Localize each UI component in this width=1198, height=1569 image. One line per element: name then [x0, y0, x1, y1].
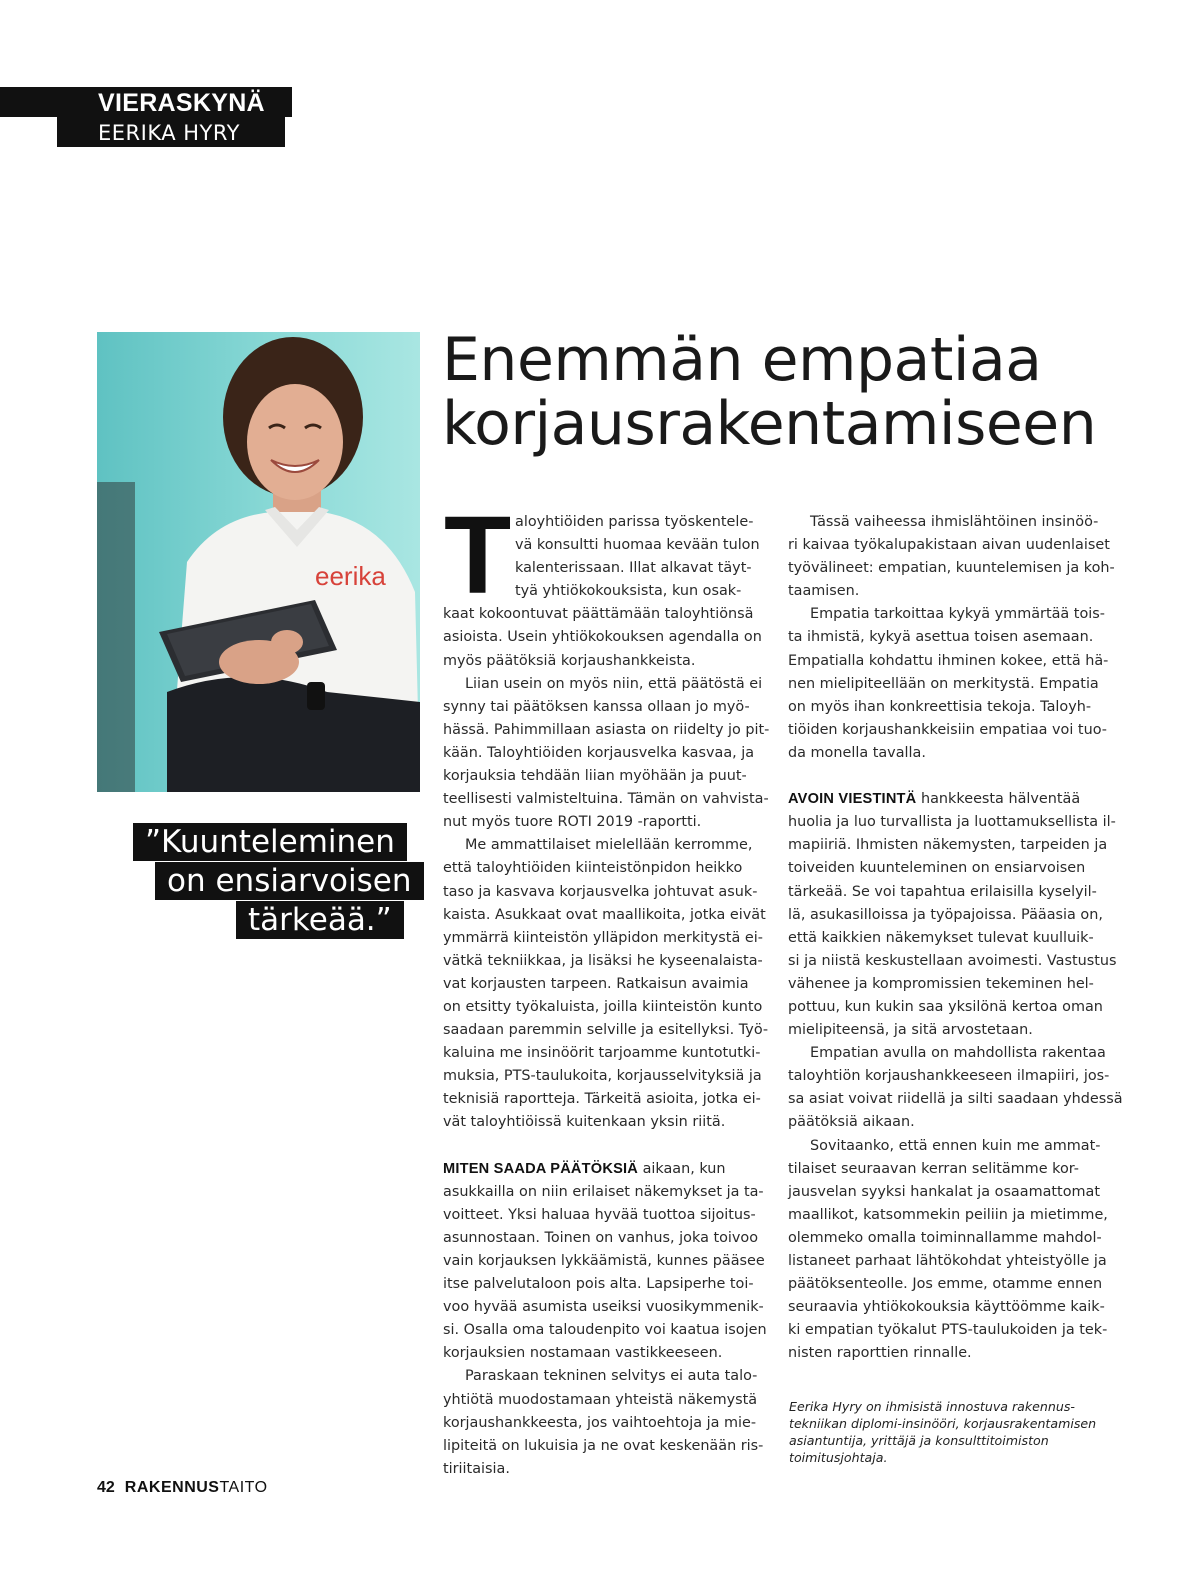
text-line: itse palvelutaloon pois alta. Lapsiperhe toi-: [443, 1276, 754, 1293]
text-line: pottuu, kun kukin saa yksilönä kertoa oman: [788, 998, 1103, 1015]
text-line: si. Osalla oma taloudenpito voi kaatua isojen: [443, 1322, 767, 1339]
text-line: seuraavia yhtiökokouksia käyttöömme kaik-: [788, 1299, 1105, 1316]
article-column-1: [443, 494, 773, 1481]
text-line: toiveiden kuunteleminen on ensiarvoisen: [788, 860, 1086, 877]
text-line: päätöksiä aikaan.: [788, 1114, 915, 1131]
text-line: Me ammattilaiset mielellään kerromme,: [465, 837, 753, 854]
text-line: Empatian avulla on mahdollista rakentaa: [810, 1045, 1106, 1062]
subhead-rest: hankkeesta hälventää: [916, 791, 1081, 808]
text-line: asukkailla on niin erilaiset näkemykset ja ta-: [443, 1183, 764, 1200]
text-line: huolia ja luo turvallista ja luottamuksellista il-: [788, 814, 1116, 831]
text-line: hässä. Pahimmillaan asiasta on riidelty jo pit-: [443, 721, 770, 738]
headline-line-2: korjausrakentamiseen: [442, 389, 1097, 459]
text-line: Sovitaanko, että ennen kuin me ammat-: [810, 1137, 1101, 1154]
text-line: taamisen.: [788, 583, 860, 600]
text-line: myös päätöksiä korjaushankkeista.: [443, 652, 696, 669]
text-line: ymmärrä kiinteistön ylläpidon merkitystä ei-: [443, 929, 763, 946]
drop-cap: T: [444, 494, 512, 617]
article-headline: [442, 325, 1142, 459]
page-footer: [97, 1478, 268, 1498]
text-line: tiöiden korjaushankkeisiin empatiaa voi tuo-: [788, 721, 1107, 738]
text-line: vat korjausten tarpeen. Ratkaisun avaimia: [443, 975, 749, 992]
text-line: kaista. Asukkaat ovat maallikoita, jotka eivät: [443, 906, 766, 923]
text-line: korjauksia tehdään liian myöhään ja puut-: [443, 768, 747, 785]
text-line: ki empatian työkalut PTS-taulukoiden ja tek-: [788, 1322, 1108, 1339]
author-bio: [789, 1398, 1119, 1466]
text-line: si ja niistä keskustellaan avoimesti. Vastustus: [788, 952, 1117, 969]
text-line: teellisesti valmisteltuina. Tämän on vahvista-: [443, 791, 769, 808]
text-line: on etsitty työkaluista, joilla kiinteistön kunto: [443, 998, 763, 1015]
text-line: kalenterissaan. Illat alkavat täyt-: [515, 560, 752, 577]
author-photo: [97, 332, 420, 792]
text-line: tärkeää. Se voi tapahtua erilaisilla kyselyil-: [788, 883, 1097, 900]
page-number: 42: [97, 1479, 115, 1496]
text-line: että kaikkien näkemykset tulevat kuulluik-: [788, 929, 1094, 946]
magazine-name-bold: RAKENNUS: [124, 1479, 220, 1496]
text-line: nut myös tuore ROTI 2019 -raportti.: [443, 814, 702, 831]
text-line: aloyhtiöiden parissa työskentele-: [515, 514, 754, 530]
text-line: Liian usein on myös niin, että päätöstä ei: [465, 675, 763, 692]
text-line: asioista. Usein yhtiökokouksen agendalla on: [443, 629, 762, 646]
text-line: vain korjauksen lykkäämistä, kunnes pääsee: [443, 1253, 765, 1269]
text-line: da monella tavalla.: [788, 744, 926, 761]
text-line: tilaiset seuraavan kerran selitämme kor-: [788, 1160, 1079, 1177]
text-line: että taloyhtiöiden kiinteistönpidon heikko: [443, 860, 743, 877]
paragraph-gap: [443, 1135, 773, 1158]
pullquote-line-1: ”Kuunteleminen: [133, 823, 407, 861]
text-line: mapiiriä. Ihmisten näkemysten, tarpeiden ja: [788, 837, 1108, 854]
text-line: olemmeko omalla toiminnallamme mahdol-: [788, 1229, 1102, 1246]
text-line: Empatialla kohdattu ihminen kokee, että hä-: [788, 652, 1109, 669]
text-line: teknisiä raportteja. Tärkeitä asioita, jotka ei-: [443, 1091, 761, 1108]
text-line: kään. Taloyhtiöiden korjausvelka kasvaa, ja: [443, 744, 755, 761]
text-line: nisten raporttien rinnalle.: [788, 1345, 972, 1362]
text-line: jausvelan syyksi hankalat ja osaamattomat: [788, 1183, 1100, 1200]
text-line: päätöksenteolle. Jos emme, otamme ennen: [788, 1276, 1103, 1293]
text-line: tiriitaisia.: [443, 1460, 510, 1477]
text-line: ta ihmistä, kykyä asettua toisen asemaan.: [788, 629, 1094, 646]
bio-line: Eerika Hyry on ihmisistä innostuva rakennus-: [789, 1399, 1075, 1414]
subhead-rest: aikaan, kun: [638, 1160, 726, 1177]
text-line: Tässä vaiheessa ihmislähtöinen insinöö-: [810, 514, 1099, 530]
text-line: saadaan paremmin selville ja esitellyksi. Työ-: [443, 1022, 769, 1039]
text-line: tyä yhtiökokouksista, kun osak-: [515, 583, 742, 600]
text-line: taso ja kasvava korjausvelka johtuvat asuk-: [443, 883, 758, 900]
bio-line: tekniikan diplomi-insinööri, korjausrakentamisen: [789, 1416, 1097, 1431]
magazine-name-light: TAITO: [219, 1479, 268, 1496]
subhead-lead: AVOIN VIESTINTÄ: [788, 791, 917, 808]
text-line: lipiteitä on lukuisia ja ne ovat keskenään ris-: [443, 1437, 764, 1454]
text-line: nen mielipiteellään on merkitystä. Empatia: [788, 675, 1099, 692]
headline-line-1: Enemmän empatiaa: [442, 325, 1042, 395]
section-label: VIERASKYNÄ: [98, 89, 265, 117]
article-column-2: [788, 511, 1128, 1365]
text-line: maallikot, katsommekin peiliin ja mietimme,: [788, 1206, 1108, 1223]
text-line: vätkä tekniikkaa, ja lisäksi he kyseenalaista-: [443, 952, 763, 969]
text-line: mielipiteensä, ja sitä arvostetaan.: [788, 1022, 1033, 1039]
text-line: Empatia tarkoittaa kykyä ymmärtää tois-: [810, 606, 1105, 623]
paragraph-gap: [788, 765, 1128, 788]
text-line: vät taloyhtiöissä kuitenkaan yksin riitä.: [443, 1114, 726, 1131]
text-line: asunnostaan. Toinen on vanhus, joka toivoo: [443, 1229, 759, 1246]
text-line: muksia, PTS-taulukoita, korjausselvityksiä ja: [443, 1068, 762, 1085]
subhead-line: [788, 788, 1128, 811]
shirt-logo: eerika: [315, 561, 386, 591]
text-line: on myös ihan konkreettisia tekoja. Taloyh-: [788, 698, 1092, 715]
text-line: listaneet parhaat lähtökohdat yhteistyölle ja: [788, 1253, 1107, 1269]
text-line: voo hyvää asumista useiksi vuosikymmenik-: [443, 1299, 764, 1316]
text-line: ri kaivaa työkalupakistaan aivan uudenlaiset: [788, 537, 1110, 554]
pullquote-line-2: on ensiarvoisen: [155, 862, 424, 900]
author-label: EERIKA HYRY: [98, 121, 240, 145]
text-line: vä konsultti huomaa kevään tulon: [515, 537, 760, 554]
text-line: kaat kokoontuvat päättämään taloyhtiönsä: [443, 606, 754, 623]
text-line: vähenee ja kompromissien tekeminen hel-: [788, 975, 1094, 992]
text-line: Paraskaan tekninen selvitys ei auta talo-: [465, 1368, 758, 1385]
pullquote-line-3: tärkeää.”: [236, 901, 404, 939]
bio-line: toimitusjohtaja.: [789, 1450, 888, 1465]
text-line: voitteet. Yksi haluaa hyvää tuottoa sijoitus-: [443, 1206, 756, 1223]
text-line: sa asiat voivat riidellä ja silti saadaan yhdessä: [788, 1091, 1123, 1108]
subhead-lead: MITEN SAADA PÄÄTÖKSIÄ: [443, 1160, 639, 1177]
text-line: synny tai päätöksen kanssa ollaan jo myö-: [443, 698, 750, 715]
text-line: lä, asukasilloissa ja työpajoissa. Pääasia on,: [788, 906, 1103, 923]
bio-line: asiantuntija, yrittäjä ja konsulttitoimiston: [789, 1433, 1049, 1448]
subhead-line: [443, 1158, 773, 1181]
text-line: yhtiötä muodostamaan yhteistä näkemystä: [443, 1391, 758, 1408]
text-line: kaluina me insinöörit tarjoamme kuntotutki-: [443, 1045, 761, 1062]
text-line: taloyhtiön korjaushankkeeseen ilmapiiri, jos-: [788, 1068, 1110, 1085]
text-line: korjauksien nostamaan vastikkeeseen.: [443, 1345, 723, 1362]
text-line: työvälineet: empatian, kuuntelemisen ja koh-: [788, 560, 1115, 577]
text-line: korjaushankkeesta, jos vaihtoehtoja ja mie-: [443, 1414, 757, 1431]
